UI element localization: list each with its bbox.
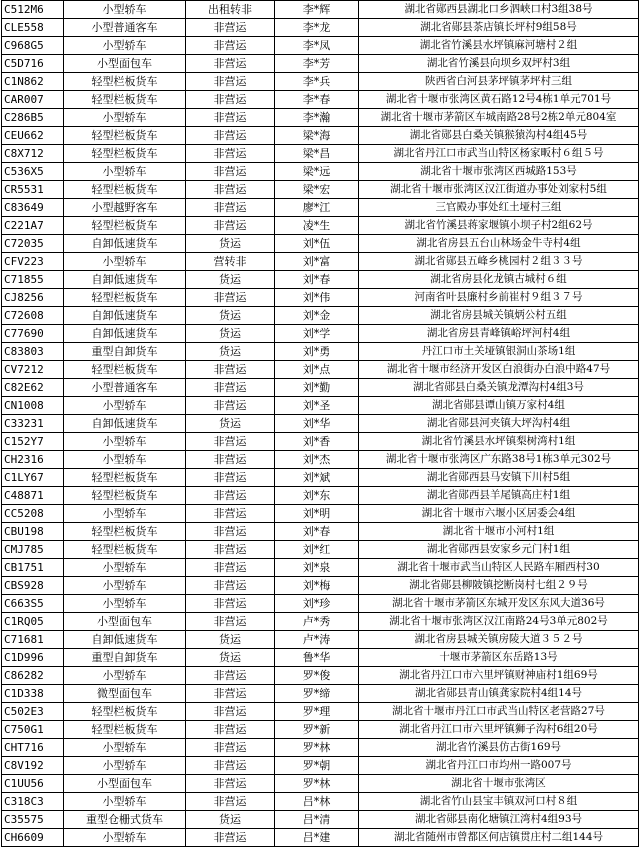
- owner-cell: 刘*圣: [275, 397, 359, 415]
- plate-cell: C86282: [2, 667, 64, 685]
- usage-cell: 非营运: [186, 217, 275, 235]
- table-row: [2, 667, 639, 685]
- owner-cell: 刘*伍: [275, 235, 359, 253]
- table-row: [2, 505, 639, 523]
- vehicle-type-cell: 小型轿车: [64, 667, 186, 685]
- address-cell: 湖北省十堰市张湾区黄石路12号4栋1单元701号: [359, 91, 639, 109]
- usage-cell: 非营运: [186, 73, 275, 91]
- address-cell: 湖北省竹溪县仿古街169号: [359, 739, 639, 757]
- table-row: [2, 19, 639, 37]
- usage-cell: 非营运: [186, 55, 275, 73]
- usage-cell: 非营运: [186, 757, 275, 775]
- address-cell: 十堰市茅箭区东岳路13号: [359, 649, 639, 667]
- table-row: [2, 559, 639, 577]
- owner-cell: 刘*春: [275, 271, 359, 289]
- usage-cell: 非营运: [186, 703, 275, 721]
- table-row: [2, 91, 639, 109]
- table-row: [2, 55, 639, 73]
- plate-cell: C1D338: [2, 685, 64, 703]
- vehicle-type-cell: 小型面包车: [64, 613, 186, 631]
- usage-cell: 非营运: [186, 145, 275, 163]
- usage-cell: 非营运: [186, 667, 275, 685]
- table-row: [2, 163, 639, 181]
- vehicle-type-cell: 轻型栏板货车: [64, 73, 186, 91]
- plate-cell: C968G5: [2, 37, 64, 55]
- plate-cell: CFV223: [2, 253, 64, 271]
- table-row: [2, 415, 639, 433]
- vehicle-type-cell: 重型自卸货车: [64, 649, 186, 667]
- plate-cell: C71855: [2, 271, 64, 289]
- table-row: [2, 37, 639, 55]
- address-cell: 湖北省房县城关镇房陵大道３５２号: [359, 631, 639, 649]
- plate-cell: C286B5: [2, 109, 64, 127]
- vehicle-type-cell: 小型轿车: [64, 595, 186, 613]
- table-row: [2, 631, 639, 649]
- owner-cell: 刘*春: [275, 523, 359, 541]
- address-cell: 湖北省房县化龙镇古城村６组: [359, 271, 639, 289]
- table-row: [2, 253, 639, 271]
- address-cell: 湖北省郧县河夹镇大坪沟村4组: [359, 415, 639, 433]
- address-cell: 湖北省竹溪县蒋家堰镇小坝子村2组62号: [359, 217, 639, 235]
- plate-cell: C318C3: [2, 793, 64, 811]
- plate-cell: C71681: [2, 631, 64, 649]
- address-cell: 湖北省房县五台山林场金牛寺村4组: [359, 235, 639, 253]
- address-cell: 湖北省丹江口市六里坪镇财神庙村1组69号: [359, 667, 639, 685]
- owner-cell: 刘*点: [275, 361, 359, 379]
- owner-cell: 刘*梅: [275, 577, 359, 595]
- plate-cell: C82E62: [2, 379, 64, 397]
- usage-cell: 非营运: [186, 163, 275, 181]
- table-row: [2, 739, 639, 757]
- owner-cell: 罗*新: [275, 721, 359, 739]
- usage-cell: 货运: [186, 307, 275, 325]
- owner-cell: 刘*学: [275, 325, 359, 343]
- address-cell: 湖北省随州市曾都区何店镇贯庄村二组144号: [359, 829, 639, 847]
- address-cell: 湖北省十堰市张湾区广东路38号1栋3单元302号: [359, 451, 639, 469]
- owner-cell: 李*辉: [275, 1, 359, 19]
- usage-cell: 非营运: [186, 397, 275, 415]
- table-row: [2, 613, 639, 631]
- address-cell: 湖北省郧县柳陂镇挖断岗村七组２９号: [359, 577, 639, 595]
- address-cell: 湖北省十堰市张湾区汉江街道办事处刘家村5组: [359, 181, 639, 199]
- vehicle-type-cell: 小型轿车: [64, 433, 186, 451]
- plate-cell: C1RQ05: [2, 613, 64, 631]
- vehicle-type-cell: 小型轿车: [64, 1, 186, 19]
- table-row: [2, 127, 639, 145]
- address-cell: 湖北省竹溪县水坪镇麻河塘村２组: [359, 37, 639, 55]
- table-row: [2, 73, 639, 91]
- address-cell: 湖北省丹江口市六里坪镇狮子沟村6组20号: [359, 721, 639, 739]
- vehicle-type-cell: 自卸低速货车: [64, 235, 186, 253]
- owner-cell: 梁*昌: [275, 145, 359, 163]
- table-row: [2, 775, 639, 793]
- plate-cell: CEU662: [2, 127, 64, 145]
- address-cell: 湖北省丹江口市均州一路007号: [359, 757, 639, 775]
- table-row: [2, 217, 639, 235]
- address-cell: 湖北省十堰市小河村1组: [359, 523, 639, 541]
- vehicle-type-cell: 小型普通客车: [64, 379, 186, 397]
- table-row: [2, 703, 639, 721]
- table-row: [2, 307, 639, 325]
- plate-cell: CC5208: [2, 505, 64, 523]
- owner-cell: 罗*朝: [275, 757, 359, 775]
- usage-cell: 非营运: [186, 469, 275, 487]
- address-cell: 湖北省房县青峰镇峪坪河村4组: [359, 325, 639, 343]
- vehicle-type-cell: 轻型栏板货车: [64, 289, 186, 307]
- usage-cell: 非营运: [186, 109, 275, 127]
- plate-cell: C5D716: [2, 55, 64, 73]
- usage-cell: 非营运: [186, 289, 275, 307]
- table-row: [2, 451, 639, 469]
- table-row: [2, 793, 639, 811]
- address-cell: 湖北省郧县谭山镇万家村4组: [359, 397, 639, 415]
- plate-cell: CHT716: [2, 739, 64, 757]
- vehicle-registry-table: [1, 0, 639, 847]
- owner-cell: 刘*伟: [275, 289, 359, 307]
- plate-cell: C1D996: [2, 649, 64, 667]
- usage-cell: 货运: [186, 811, 275, 829]
- usage-cell: 营转非: [186, 253, 275, 271]
- plate-cell: C750G1: [2, 721, 64, 739]
- owner-cell: 刘*泉: [275, 559, 359, 577]
- address-cell: 湖北省竹山县宝丰镇双河口村８组: [359, 793, 639, 811]
- plate-cell: C502E3: [2, 703, 64, 721]
- table-row: [2, 523, 639, 541]
- owner-cell: 罗*理: [275, 703, 359, 721]
- plate-cell: C72035: [2, 235, 64, 253]
- plate-cell: C663S5: [2, 595, 64, 613]
- plate-cell: CBU198: [2, 523, 64, 541]
- address-cell: 湖北省竹溪县水坪镇梨树湾村1组: [359, 433, 639, 451]
- table-row: [2, 343, 639, 361]
- owner-cell: 廖*江: [275, 199, 359, 217]
- usage-cell: 货运: [186, 271, 275, 289]
- usage-cell: 非营运: [186, 91, 275, 109]
- vehicle-type-cell: 小型轿车: [64, 793, 186, 811]
- vehicle-type-cell: 轻型栏板货车: [64, 127, 186, 145]
- owner-cell: 凌*生: [275, 217, 359, 235]
- owner-cell: 刘*红: [275, 541, 359, 559]
- owner-cell: 李*瀚: [275, 109, 359, 127]
- table-row: [2, 235, 639, 253]
- table-row: [2, 811, 639, 829]
- usage-cell: 非营运: [186, 595, 275, 613]
- vehicle-type-cell: 轻型栏板货车: [64, 721, 186, 739]
- vehicle-type-cell: 轻型栏板货车: [64, 487, 186, 505]
- usage-cell: 非营运: [186, 739, 275, 757]
- usage-cell: 非营运: [186, 523, 275, 541]
- plate-cell: C8X712: [2, 145, 64, 163]
- owner-cell: 吕*林: [275, 793, 359, 811]
- usage-cell: 非营运: [186, 829, 275, 847]
- owner-cell: 刘*明: [275, 505, 359, 523]
- usage-cell: 非营运: [186, 451, 275, 469]
- table-row: [2, 595, 639, 613]
- table-row: [2, 145, 639, 163]
- plate-cell: CR5531: [2, 181, 64, 199]
- address-cell: 陕西省白河县茅坪镇茅坪村三组: [359, 73, 639, 91]
- usage-cell: 出租转非: [186, 1, 275, 19]
- table-row: [2, 325, 639, 343]
- usage-cell: 非营运: [186, 379, 275, 397]
- address-cell: 湖北省郧县白桑关镇龙潭沟村4组3号: [359, 379, 639, 397]
- owner-cell: 李*芳: [275, 55, 359, 73]
- address-cell: 湖北省十堰市张湾区汉江南路24号3单元802号: [359, 613, 639, 631]
- usage-cell: 货运: [186, 649, 275, 667]
- usage-cell: 非营运: [186, 127, 275, 145]
- table-row: [2, 721, 639, 739]
- table-row: [2, 109, 639, 127]
- owner-cell: 刘*斌: [275, 469, 359, 487]
- address-cell: 湖北省郧县青山镇龚家院村4组14号: [359, 685, 639, 703]
- owner-cell: 梁*远: [275, 163, 359, 181]
- address-cell: 丹江口市土关垭镇银洞山茶场1组: [359, 343, 639, 361]
- vehicle-type-cell: 小型面包车: [64, 55, 186, 73]
- table-row: [2, 397, 639, 415]
- usage-cell: 非营运: [186, 793, 275, 811]
- address-cell: 湖北省竹溪县向坝乡双坪村3组: [359, 55, 639, 73]
- vehicle-type-cell: 自卸低速货车: [64, 271, 186, 289]
- usage-cell: 非营运: [186, 505, 275, 523]
- usage-cell: 非营运: [186, 775, 275, 793]
- table-row: [2, 649, 639, 667]
- plate-cell: C1UU56: [2, 775, 64, 793]
- plate-cell: CN1008: [2, 397, 64, 415]
- vehicle-type-cell: 小型轿车: [64, 505, 186, 523]
- plate-cell: C221A7: [2, 217, 64, 235]
- vehicle-type-cell: 小型轿车: [64, 397, 186, 415]
- vehicle-type-cell: 小型轿车: [64, 109, 186, 127]
- usage-cell: 非营运: [186, 487, 275, 505]
- owner-cell: 梁*海: [275, 127, 359, 145]
- usage-cell: 非营运: [186, 181, 275, 199]
- address-cell: 湖北省十堰市张湾区: [359, 775, 639, 793]
- plate-cell: C72608: [2, 307, 64, 325]
- plate-cell: CV7212: [2, 361, 64, 379]
- address-cell: 湖北省十堰市张湾区西城路153号: [359, 163, 639, 181]
- plate-cell: C48871: [2, 487, 64, 505]
- table-row: [2, 379, 639, 397]
- vehicle-type-cell: 自卸低速货车: [64, 415, 186, 433]
- plate-cell: C152Y7: [2, 433, 64, 451]
- table-row: [2, 181, 639, 199]
- usage-cell: 非营运: [186, 361, 275, 379]
- plate-cell: CLE558: [2, 19, 64, 37]
- plate-cell: CB1751: [2, 559, 64, 577]
- plate-cell: C512M6: [2, 1, 64, 19]
- address-cell: 湖北省丹江口市武当山特区杨家畈村６组５号: [359, 145, 639, 163]
- address-cell: 湖北省十堰市六堰小区居委会4组: [359, 505, 639, 523]
- usage-cell: 货运: [186, 415, 275, 433]
- owner-cell: 罗*林: [275, 775, 359, 793]
- table-row: [2, 487, 639, 505]
- address-cell: 湖北省十堰市武当山特区人民路车厢西村30: [359, 559, 639, 577]
- vehicle-type-cell: 小型轿车: [64, 253, 186, 271]
- owner-cell: 李*兵: [275, 73, 359, 91]
- owner-cell: 刘*香: [275, 433, 359, 451]
- address-cell: 湖北省郧西县湖北口乡泗峡口村3组38号: [359, 1, 639, 19]
- usage-cell: 货运: [186, 235, 275, 253]
- vehicle-type-cell: 轻型栏板货车: [64, 361, 186, 379]
- vehicle-type-cell: 轻型栏板货车: [64, 523, 186, 541]
- owner-cell: 刘*东: [275, 487, 359, 505]
- table-row: [2, 199, 639, 217]
- table-body: [2, 1, 639, 847]
- vehicle-type-cell: 小型轿车: [64, 559, 186, 577]
- usage-cell: 非营运: [186, 685, 275, 703]
- owner-cell: 吕*清: [275, 811, 359, 829]
- plate-cell: CBS928: [2, 577, 64, 595]
- vehicle-type-cell: 重型自卸货车: [64, 343, 186, 361]
- vehicle-type-cell: 小型轿车: [64, 829, 186, 847]
- vehicle-type-cell: 小型轿车: [64, 163, 186, 181]
- vehicle-type-cell: 轻型栏板货车: [64, 217, 186, 235]
- vehicle-type-cell: 自卸低速货车: [64, 307, 186, 325]
- owner-cell: 李*凤: [275, 37, 359, 55]
- usage-cell: 非营运: [186, 37, 275, 55]
- usage-cell: 非营运: [186, 577, 275, 595]
- owner-cell: 刘*勤: [275, 379, 359, 397]
- usage-cell: 货运: [186, 325, 275, 343]
- address-cell: 湖北省郧县南化塘镇江湾村4组93号: [359, 811, 639, 829]
- vehicle-type-cell: 小型轿车: [64, 37, 186, 55]
- usage-cell: 非营运: [186, 541, 275, 559]
- plate-cell: C1N862: [2, 73, 64, 91]
- vehicle-type-cell: 微型面包车: [64, 685, 186, 703]
- vehicle-type-cell: 小型轿车: [64, 739, 186, 757]
- owner-cell: 李*春: [275, 91, 359, 109]
- plate-cell: CMJ785: [2, 541, 64, 559]
- address-cell: 湖北省房县城关镇炳公村五组: [359, 307, 639, 325]
- plate-cell: C35575: [2, 811, 64, 829]
- owner-cell: 罗*缔: [275, 685, 359, 703]
- owner-cell: 卢*涛: [275, 631, 359, 649]
- plate-cell: CH6609: [2, 829, 64, 847]
- address-cell: 湖北省十堰市丹江口市武当山特区老营路27号: [359, 703, 639, 721]
- table-row: [2, 1, 639, 19]
- address-cell: 湖北省十堰市茅箭区车城南路28号2栋2单元804室: [359, 109, 639, 127]
- usage-cell: 非营运: [186, 433, 275, 451]
- address-cell: 河南省叶县廉村乡前崔村９组３７号: [359, 289, 639, 307]
- vehicle-type-cell: 小型面包车: [64, 775, 186, 793]
- address-cell: 湖北省郧县茶店镇长坪村9组58号: [359, 19, 639, 37]
- vehicle-type-cell: 轻型栏板货车: [64, 703, 186, 721]
- table-row: [2, 289, 639, 307]
- owner-cell: 罗*俊: [275, 667, 359, 685]
- plate-cell: C77690: [2, 325, 64, 343]
- owner-cell: 卢*秀: [275, 613, 359, 631]
- table-row: [2, 361, 639, 379]
- owner-cell: 刘*金: [275, 307, 359, 325]
- address-cell: 湖北省十堰市经济开发区白浪街办白浪中路47号: [359, 361, 639, 379]
- plate-cell: C83649: [2, 199, 64, 217]
- vehicle-type-cell: 小型轿车: [64, 577, 186, 595]
- table-row: [2, 541, 639, 559]
- address-cell: 湖北省十堰市茅箭区东城开发区东风大道36号: [359, 595, 639, 613]
- plate-cell: C8V192: [2, 757, 64, 775]
- plate-cell: CJ8256: [2, 289, 64, 307]
- address-cell: 湖北省郧西县安家乡元门村1组: [359, 541, 639, 559]
- table-row: [2, 577, 639, 595]
- vehicle-type-cell: 自卸低速货车: [64, 325, 186, 343]
- vehicle-type-cell: 轻型栏板货车: [64, 469, 186, 487]
- owner-cell: 李*龙: [275, 19, 359, 37]
- vehicle-type-cell: 轻型栏板货车: [64, 91, 186, 109]
- owner-cell: 罗*林: [275, 739, 359, 757]
- vehicle-type-cell: 小型普通客车: [64, 19, 186, 37]
- vehicle-type-cell: 小型越野客车: [64, 199, 186, 217]
- vehicle-type-cell: 轻型栏板货车: [64, 181, 186, 199]
- table-row: [2, 469, 639, 487]
- owner-cell: 吕*建: [275, 829, 359, 847]
- table-row: [2, 685, 639, 703]
- plate-cell: C1LY67: [2, 469, 64, 487]
- usage-cell: 货运: [186, 343, 275, 361]
- owner-cell: 刘*富: [275, 253, 359, 271]
- vehicle-type-cell: 重型仓栅式货车: [64, 811, 186, 829]
- table-row: [2, 433, 639, 451]
- usage-cell: 非营运: [186, 199, 275, 217]
- vehicle-type-cell: 小型轿车: [64, 757, 186, 775]
- plate-cell: C536X5: [2, 163, 64, 181]
- owner-cell: 梁*宏: [275, 181, 359, 199]
- owner-cell: 刘*杰: [275, 451, 359, 469]
- owner-cell: 刘*勇: [275, 343, 359, 361]
- address-cell: 湖北省郧县五峰乡桃园村２组３３号: [359, 253, 639, 271]
- address-cell: 湖北省郧县白桑关镇猴猿沟村4组45号: [359, 127, 639, 145]
- plate-cell: C83803: [2, 343, 64, 361]
- usage-cell: 非营运: [186, 559, 275, 577]
- usage-cell: 非营运: [186, 19, 275, 37]
- vehicle-type-cell: 小型轿车: [64, 451, 186, 469]
- vehicle-type-cell: 自卸低速货车: [64, 631, 186, 649]
- plate-cell: CH2316: [2, 451, 64, 469]
- plate-cell: CAR007: [2, 91, 64, 109]
- table-row: [2, 757, 639, 775]
- vehicle-type-cell: 轻型栏板货车: [64, 541, 186, 559]
- table-row: [2, 271, 639, 289]
- plate-cell: C33231: [2, 415, 64, 433]
- address-cell: 湖北省郧西县羊尾镇高庄村1组: [359, 487, 639, 505]
- usage-cell: 货运: [186, 631, 275, 649]
- usage-cell: 非营运: [186, 613, 275, 631]
- usage-cell: 非营运: [186, 721, 275, 739]
- owner-cell: 刘*华: [275, 415, 359, 433]
- address-cell: 三官殿办事处红土垭村三组: [359, 199, 639, 217]
- address-cell: 湖北省郧西县马安镇下川村5组: [359, 469, 639, 487]
- owner-cell: 鲁*华: [275, 649, 359, 667]
- vehicle-type-cell: 轻型栏板货车: [64, 145, 186, 163]
- owner-cell: 刘*珍: [275, 595, 359, 613]
